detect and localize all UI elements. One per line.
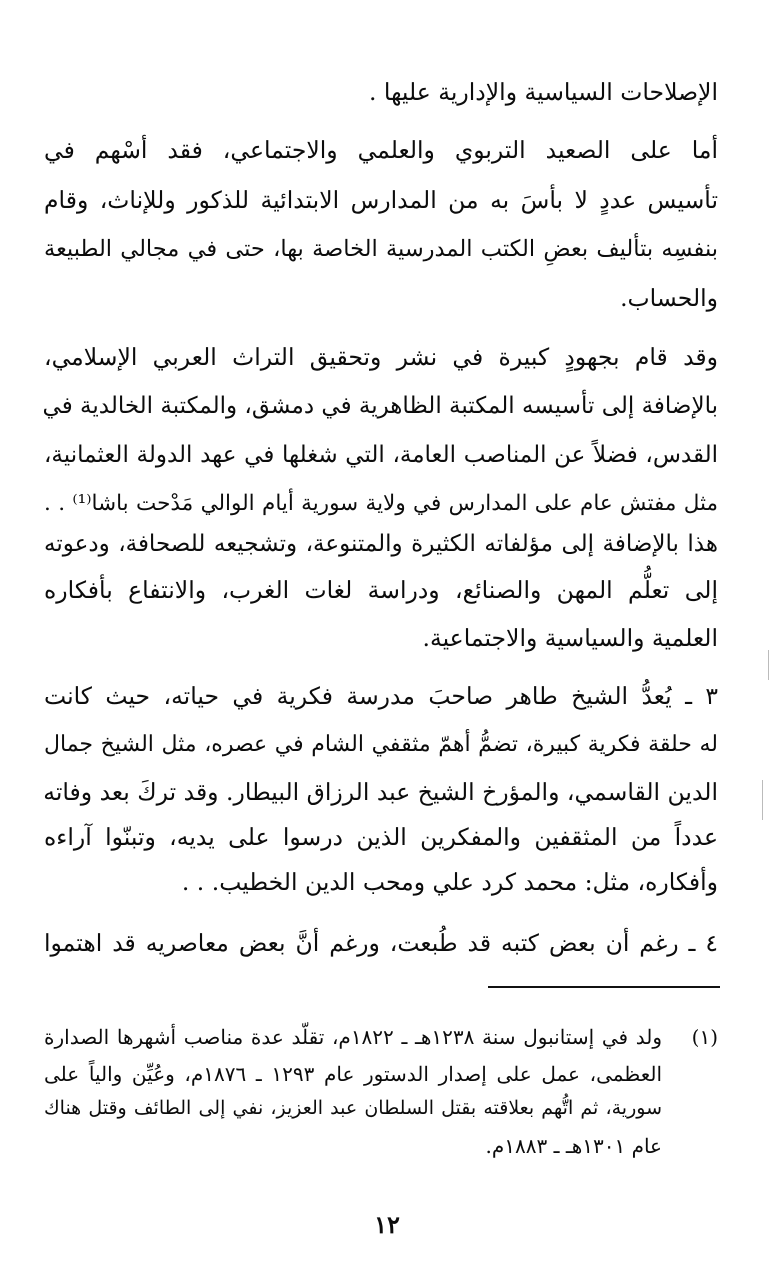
- body-line: الإصلاحات السياسية والإدارية عليها .: [368, 78, 718, 106]
- footnote-line: سورية، ثم اتُّهم بعلاقته بقتل السلطان عبد العزيز، نفي إلى الطائف وقتل هناك: [44, 1097, 662, 1119]
- footnote-line: ولد في إستانبول سنة ١٢٣٨هـ ـ ١٨٢٢م، تقلّد عدة مناصب أشهرها الصدارة: [44, 1025, 662, 1049]
- body-line: هذا بالإضافة إلى مؤلفاته الكثيرة والمتنوعة، وتشجيعه للصحافة، ودعوته: [44, 531, 718, 557]
- body-line: تأسيس عددٍ لا بأسَ به من المدارس الابتدائية للذكور وللإناث، وقام: [44, 186, 718, 214]
- body-line: بنفسِه بتأليف بعضِ الكتب المدرسية الخاصة بها، حتى في مجالي الطبيعة: [44, 236, 718, 262]
- body-line: الدين القاسمي، والمؤرخ الشيخ عبد الرزاق البيطار. وقد تركَ بعد وفاته: [43, 778, 718, 806]
- footnote-line: عام ١٣٠١هـ ـ ١٨٨٣م.: [485, 1134, 662, 1158]
- body-line: أما على الصعيد التربوي والعلمي والاجتماعي، فقد أسْهم في: [44, 136, 718, 164]
- body-line: له حلقة فكرية كبيرة، تضمُّ أهمّ مثقفي الشام في عصره، مثل الشيخ جمال: [44, 732, 718, 757]
- page-number: ١٢: [374, 1210, 400, 1239]
- scan-artifact: [762, 780, 763, 820]
- body-line: العلمية والسياسية والاجتماعية.: [422, 624, 718, 652]
- body-line: بالإضافة إلى تأسيسه المكتبة الظاهرية في دمشق، والمكتبة الخالدية في: [42, 393, 718, 419]
- scan-artifact: [768, 650, 769, 680]
- body-line: ٤ ـ رغم أن بعض كتبه قد طُبعت، ورغم أنَّ بعض معاصريه قد اهتموا: [44, 929, 718, 957]
- body-line: والحساب.: [620, 284, 718, 312]
- footnote-line: العظمى، عمل على إصدار الدستور عام ١٢٩٣ ـ ١٨٧٦م، وعُيِّن والياً على: [44, 1062, 663, 1086]
- body-line: إلى تعلُّم المهن والصنائع، ودراسة لغات الغرب، والانتفاع بأفكاره: [44, 576, 718, 604]
- footnote-separator: [488, 986, 720, 988]
- body-line: وأفكاره، مثل: محمد كرد علي ومحب الدين الخطيب. . .: [181, 868, 718, 896]
- body-line: وقد قام بجهودٍ كبيرة في نشر وتحقيق التراث العربي الإسلامي،: [44, 343, 718, 371]
- footnote-number: (١): [691, 1025, 718, 1049]
- body-line: ٣ ـ يُعدُّ الشيخ طاهر صاحبَ مدرسة فكرية في حياته، حيث كانت: [44, 682, 718, 710]
- body-line: القدس، فضلاً عن المناصب العامة، التي شغلها في عهد الدولة العثمانية،: [44, 442, 718, 468]
- body-line: مثل مفتش عام على المدارس في ولاية سورية أيام الوالي مَدْحت باشا⁽¹⁾ . .: [44, 491, 718, 516]
- body-line: عدداً من المثقفين والمفكرين الذين درسوا على يديه، وتبنّوا آراءه: [44, 823, 718, 851]
